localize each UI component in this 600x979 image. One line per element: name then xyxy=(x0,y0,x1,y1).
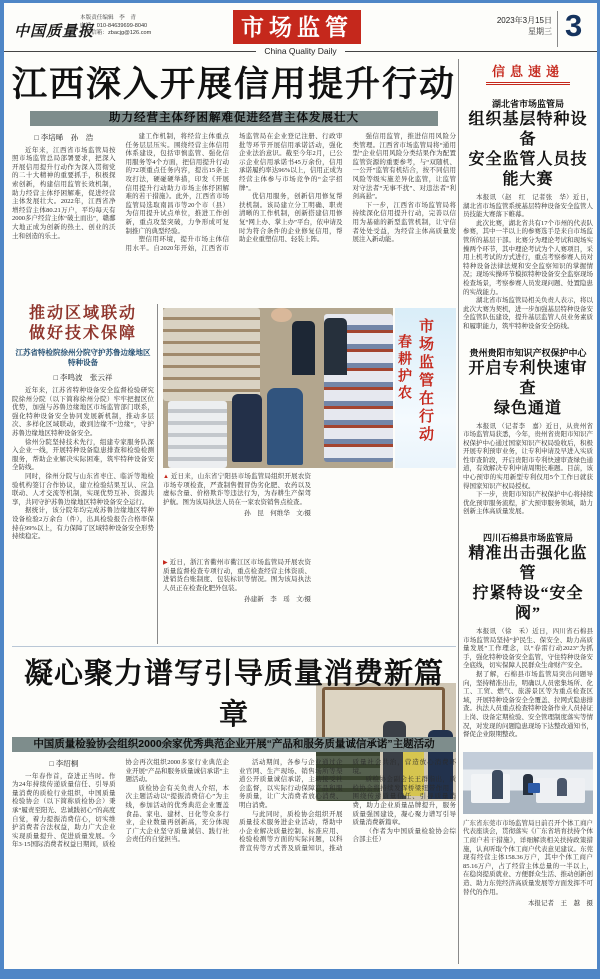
sidebar-paragraph: 本报讯 （记者李 嘉）近日，从贵州省市场监管局获悉，今年，贵州省贵阳市知识产权保护中心通过国家知识产权局验收后，积极开展专利预审业务，让专利申请及早进入实质性审查阶段，开启贵阳市专利快速审查绿色通道，有效解决专利申请周期长难题。目前，该中心预审的实用新型专利仅用5个工作日就获得国家知识产权局授权。 xyxy=(463,422,593,490)
tech-headline xyxy=(12,304,154,344)
bottom-paragraph: （作者为中国质量检验协会综合部主任） xyxy=(352,827,456,844)
english-title-rule xyxy=(4,46,597,56)
tech-photo-divider xyxy=(157,304,158,644)
caption-credit: 本报记者 王 越 摄 xyxy=(528,900,593,908)
sidebar-headline-line2: 安全监管人员技能大赛 xyxy=(468,151,588,188)
clerk-figure xyxy=(492,770,504,799)
english-title: China Quality Daily xyxy=(264,46,337,56)
photo-farm-store xyxy=(163,308,393,468)
photo-feature-title xyxy=(395,308,442,468)
store-shelves xyxy=(163,308,260,401)
bottom-paragraphs xyxy=(12,759,456,854)
sidebar-body xyxy=(463,423,593,518)
lead-body xyxy=(12,133,456,313)
lead-paragraph: 下一步，江西省市场监管局将持续深化信用提升行动，完善以信用为基础的新型监管机制，让守信者处处受益，为经营主体高质量发展注入新动能。 xyxy=(352,201,456,244)
sidebar xyxy=(463,61,593,966)
bottom-headline: 凝心聚力谱写引导质量消费新篇章 xyxy=(23,658,444,731)
caption-credit: 孙建新 李 瑶 文/摄 xyxy=(244,596,311,604)
inspector-figure xyxy=(267,388,304,465)
lead-paragraph: 建工作机制，将经营主体重点任务层层压实。围绕经营主体信用体系建设，包括审慎监管、强化信用服务等4个方面，把信用提升行动的72项重点任务内容，提出15条主攻打法，硬碰硬举措，印发《开展信用提升行动助力市场主体纾困解难的若干措施》。此外，江西省市场监管局选取南昌市等20个市（县）为信用提升试点单位，推进工作创新，重点攻坚突破，力争形成可复制推广的典型经验。 xyxy=(125,133,229,235)
sidebar-item-guiyang xyxy=(463,346,593,518)
bottom-deck: 中国质量检验协会组织2000余家优秀典范企业开展“产品和服务质量诚信承诺”主题活动 xyxy=(12,737,456,752)
tech-deck: 江苏省特检院徐州分院守护苏鲁边缘地区特种设备 xyxy=(15,348,151,367)
lead-deck: 助力经营主体纾困解难促进经营主体发展壮大 xyxy=(30,111,438,126)
email-line: 电子信箱：zbacjg@126.com xyxy=(80,30,152,36)
photo-feature-title-panel xyxy=(395,308,456,468)
tech-article xyxy=(12,304,154,644)
brand-logo: 中国质量报 xyxy=(14,24,95,40)
weekday-line: 星期三 xyxy=(528,27,552,36)
date-block xyxy=(466,15,552,37)
section-title-banner: 市场监管 xyxy=(233,10,361,44)
bottom-section-divider xyxy=(12,646,456,647)
tech-body xyxy=(12,387,154,542)
bottom-paragraph: 质检协会有关负责人介绍，本次主题活动以“提振消费信心”为主线，参加活动的优秀典范企业覆盖食品、家电、建材、日化等众多行业，企业数量再创新高，充分体现了广大企业坚守质量诚信、践行社会责任的自觉担当。 xyxy=(125,784,229,844)
laptop xyxy=(528,783,540,793)
sidebar-item-shimian xyxy=(463,531,593,740)
bottom-body xyxy=(12,759,456,969)
bottom-article xyxy=(12,651,456,963)
sidebar-paragraph: 下一步，贵阳市知识产权保护中心将持续优化预审服务流程，扩大预审服务领域，助力创新主体高质量发展。 xyxy=(463,491,593,516)
tech-paragraph: 据统计，该分院年均完成苏鲁边缘地区特种设备检验2万余台（件），出具检验报告合格率保持在99%以上，有力保障了区域特种设备安全形势持续稳定。 xyxy=(12,507,154,541)
sidebar-headline-line1: 开启专利快速审查 xyxy=(468,359,588,397)
sidebar-tag: 信息速递 xyxy=(486,61,570,85)
phone-line: 电话：010-84639699-8040 xyxy=(80,22,148,29)
tech-byline: □ 李鸣波 张云祥 xyxy=(53,373,113,382)
page-sheet xyxy=(4,3,597,969)
sidebar-paragraph: 本报讯 （赵 红 记者张 华）近日，湖北省市场监管系统基层特种设备安全监管人员技能大赛落下帷幕。 xyxy=(463,194,593,219)
lead-headline: 江西深入开展信用提升行动 xyxy=(12,65,457,104)
sidebar-headline-line2: 拧紧特设“安全阀” xyxy=(472,585,584,623)
lead-paragraph: 近年来，江西省市场监管局按照市场监管总局部署要求，把深入开展信用提升行动作为深入贯彻党的二十大精神的重要抓手，积极探索创新，构建信用监管长效机制，助力经营主体纾困解难，促进经营主体发展壮大。2022年，江西省净增经营主体80.21万户，平均每天有2000多户经营主体“破土而出”，赣鄱大地正成为创新的热土、创业的沃土和创造的乐土。 xyxy=(12,146,116,240)
caption-text: 广东省东莞市市场监管局日前召开个体工商户代表座谈会，贯彻落实《广东省培育扶持个体工商户若干措施》，详细解读相关扶持政策措施，认真听取个体工商户代表意见建议。东莞现有经营主体158.36万户，其中个体工商户85.16万户，占了经营主体总量的一半以上，在稳岗提质就业、方便群众生活、推动创新创造、助力东莞经济高质量发展等方面发挥不可替代的作用。 xyxy=(463,819,593,896)
tech-headline-line2: 做好技术保障 xyxy=(28,325,137,342)
service-counter xyxy=(471,774,510,803)
bottom-paragraph: 质检协会副会长王群指出，质检协会将持续发挥桥梁纽带作用，围绕传递质量信任、引导质量消费，助力企业质量品牌提升，服务质量强国建设，凝心聚力谱写引导质量消费新篇章。 xyxy=(352,776,456,827)
page-number: 3 xyxy=(565,8,583,43)
caption-credit: 孙 昆 何维华 文/摄 xyxy=(244,510,311,518)
sidebar-headline xyxy=(463,544,593,624)
lead-paragraph: 强信用监管，推进信用风险分类管理。江西省市场监管局将“通用型”企业信用风险分类结果作为配置监管资源的重要参考，与“双随机、一公开”监管有机结合，按不同信用风险等级实施差异化监管，让监管对守法者“无事不扰”、对违法者“利剑高悬”。 xyxy=(352,133,456,201)
lead-article xyxy=(12,57,456,303)
person-head xyxy=(271,308,292,322)
photo-caption-1 xyxy=(163,473,311,519)
sidebar-kicker: 四川石棉县市场监管局 xyxy=(482,533,573,544)
tech-paragraph: 同时，徐州分院与山东省枣庄、临沂等地检验机构签订合作协议，建立检验结果互认、应急联动、人才交流等机制，实现优势互补、资源共享，共同守护苏鲁边缘地区特种设备安全运行。 xyxy=(12,472,154,506)
sidebar-kicker: 湖北省市场监管局 xyxy=(491,99,564,109)
inspector-figure xyxy=(324,318,347,376)
photo-pointer-icon: ▲ xyxy=(163,474,170,480)
tech-paragraph: 近年来，江苏省特种设备安全监督检验研究院徐州分院（以下简称徐州分院）牢牢把握区位优势，加强与苏鲁边缘地区市场监管部门联系，强化特种设备安全协同发展新机制，推动多层次、多样化区域联动，敢到边缘不“边缘”，守护苏鲁边缘地区特种设备安全。 xyxy=(12,387,154,437)
lead-paragraphs xyxy=(12,133,456,253)
sidebar-paragraph: 据了解，石棉县市场监管局突出问题导向，坚持精准出击，明确以人员密集场所、化工、工贸、燃气、旅游景区等为重点检查区域，开展特种设备安全全覆盖、拉网式隐患排查。执法人员重点检查特种设备作业人员持证上岗、设备定期检验、安全管理制度落实等情况，对发现的问题隐患现场下达整改通知书，督促企业限期整改。 xyxy=(463,671,593,739)
bottom-paragraph: 活动期间，各参与企业通过企业官网、生产现场、销售场所等渠道公开质量诚信承诺，主动接受社会监督，以实际行动保障产品和服务质量，让广大消费者放心消费、明白消费。 xyxy=(239,759,343,809)
sidebar-divider xyxy=(458,59,459,964)
lead-byline: □ 李培晞 孙 浩 xyxy=(34,133,94,142)
bottom-paragraph: 与此同时，质检协会组织开展质量技术服务进企业活动，帮助中小企业解决质量控制、标准应用、检验检测等方面的实际问题，以科普宣传等方式普及质量知识，推动质量社会共治，营造放心消费环境。 xyxy=(239,759,456,852)
bottom-byline: □ 李绍桐 xyxy=(49,759,79,768)
lead-paragraph: 塑信用环境，提升市场主体信用水平。自2020年开始，江西省市场监管局在企业登记注册、行政审批等环节开展信用承诺活动，强化企业法治意识。截至今年2月，已公示企业信用承诺书45万余份，信用承诺履约率达96%以上，信用正成为经营主体参与市场竞争的“金字招牌”。 xyxy=(125,133,343,252)
tech-headline-line1: 推动区域联动 xyxy=(28,305,137,322)
editor-line: 本版责任编辑 李 青 xyxy=(80,15,136,21)
photo-pointer-icon: ▶ xyxy=(163,560,168,566)
feature-title-line2: 春耕护农 xyxy=(397,334,413,402)
masthead xyxy=(4,3,597,55)
white-bag-stack xyxy=(168,401,228,468)
feature-title-line1: 市场监管在行动 xyxy=(417,318,434,444)
inspector-figure xyxy=(232,394,262,461)
photo-caption-2 xyxy=(163,559,311,605)
tech-paragraph: 徐州分院坚持技术先行，组建专家服务队深入企业一线，开展特种设备隐患排查和检验检测服务，帮助企业解决实际困难，筑牢特种设备安全防线。 xyxy=(12,438,154,472)
sidebar-body xyxy=(463,194,593,332)
photo-service-hall xyxy=(463,752,593,814)
sidebar-paragraph: 湖北省市场监管局相关负责人表示，将以此次大赛为契机，进一步加强基层特种设备安全监管队伍建设，提升基层监管人员业务素质和履职能力，筑牢特种设备安全防线。 xyxy=(463,297,593,330)
rule-left xyxy=(4,51,256,52)
sidebar-headline xyxy=(463,110,593,190)
caption-text: 近日，浙江省衢州市衢江区市场监管局开展农资质量监督检查专项行动，重点检查经营主体资质、进销货台账制度、包装标识等情况。图为该局执法人员正在检查化肥外包装。 xyxy=(163,559,312,592)
masthead-contact xyxy=(80,15,200,38)
inspector-figure xyxy=(292,321,315,375)
sidebar-photo-caption xyxy=(463,820,593,909)
sidebar-kicker: 贵州贵阳市知识产权保护中心 xyxy=(469,347,587,358)
caption-text: 近日来，山东省宁阳县市场监管局组织开展农资市场专项检查，严查制售假冒伪劣化肥、农药以及虚标含量、价格欺诈等违法行为，为春耕生产保驾护航。图为该局执法人员在一家农资销售点检查。 xyxy=(163,473,312,506)
sidebar-headline xyxy=(463,359,593,419)
sidebar-headline-line2: 绿色通道 xyxy=(493,399,562,417)
bottom-paragraph: 一年春作首，奋进正当时。作为24年持续传递质量信任、引导质量消费的质检行业组织，中国质量检验协会（以下简称质检协会）秉承“履责至阳光、忠诚践初心”的高度自觉，着力提振消费信心，切实维护消费者合法权益，助力广大企业实现质量提升、促进质量发展。今年3·15国际消费者权益日期间，质检协会再次组织2000多家行业典范企业开展“产品和服务质量诚信承诺”主题活动。 xyxy=(12,759,229,849)
header-divider xyxy=(557,11,558,47)
sidebar-headline-line1: 组织基层特种设备 xyxy=(468,111,588,148)
sidebar-paragraph: 本报讯 （徐 禾）近日，四川省石棉县市场监管局坚持“护民生、保安全、助力高质量发展”工作理念，以“春雷行动2023”为抓手，强化特种设备安全监管，守住特种设备安全底线，切实保障人民群众生命财产安全。 xyxy=(463,628,593,670)
clerk-figure xyxy=(557,778,567,797)
sidebar-paragraph: 此次比赛，湖北省共有17个市州的代表队参赛，其中一半以上的参赛选手是来自市场监管所的基层干部。比赛分为理论考试和现场实操两个环节，其中理论考试为个人赛项目，采用上机考试的方式进行，重点考察参赛人员对特种设备法律法规和安全监察知识的掌握情况；现场实操环节模拟特种设备安全监察现场检查场景，考察参赛人员发现问题、处置隐患的实战能力。 xyxy=(463,219,593,296)
lead-paragraph: 优信用服务，创新信用修复帮扶机制。该局建立分工明确、职责清晰的工作机制，创新搭建信用修复“网上办、掌上办”平台，依申请及时为符合条件的企业修复信用，帮助企业重塑信用、轻装上阵。 xyxy=(239,193,343,244)
rule-right xyxy=(345,51,597,52)
sidebar-headline-line1: 精准出击强化监管 xyxy=(468,545,588,583)
date-line: 2023年3月15日 xyxy=(496,16,552,25)
sidebar-item-hubei xyxy=(463,97,593,332)
sidebar-body xyxy=(463,628,593,740)
sidebar-tag-wrap xyxy=(463,61,593,85)
